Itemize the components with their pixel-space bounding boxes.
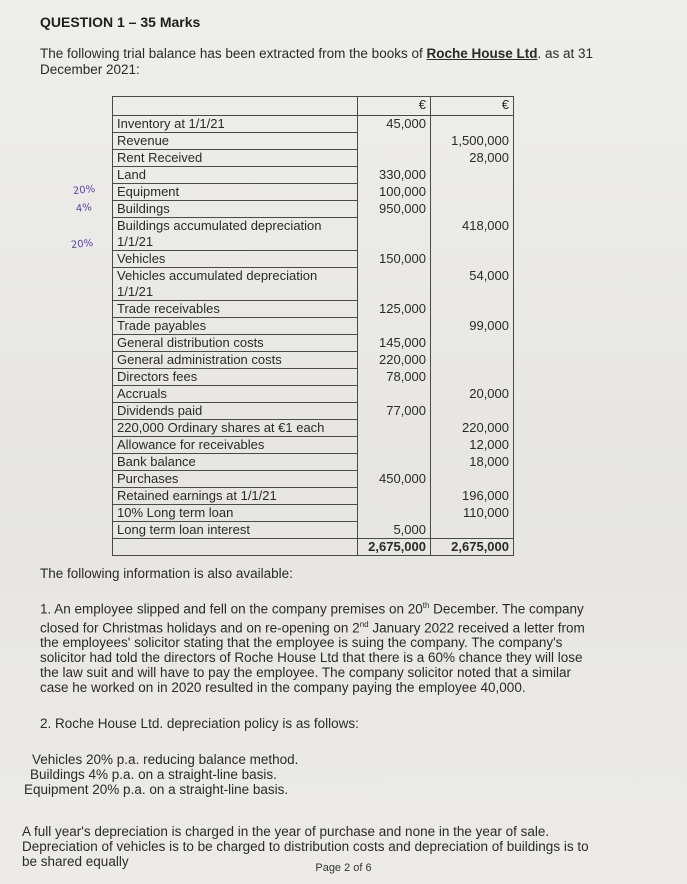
depreciation-vehicles: Vehicles 20% p.a. reducing balance method. xyxy=(32,752,299,767)
point1-text-a: 1. An employee slipped and fell on the company premises on 20 xyxy=(40,601,423,617)
table-row xyxy=(113,150,514,167)
row-credit xyxy=(431,201,514,218)
closing-paragraph: A full year's depreciation is charged in the year of purchase and none in the year of sale. Depreciation of vehicles is to be charged to distribution costs and depreciation of buildings is to be shared equally xyxy=(22,824,589,869)
table-row xyxy=(113,403,514,420)
table-row xyxy=(113,488,514,505)
intro-text-after: . as at 31 December 2021: xyxy=(40,46,594,77)
point1-sup-b: nd xyxy=(359,619,369,629)
header-debit: € xyxy=(358,97,431,116)
row-debit xyxy=(358,133,431,150)
row-credit xyxy=(431,116,514,133)
depreciation-equipment: Equipment 20% p.a. on a straight-line basis. xyxy=(24,782,289,797)
row-credit xyxy=(431,471,514,488)
table-row xyxy=(113,133,514,150)
handwritten-buildings-note: 4% xyxy=(75,202,93,215)
row-label: Buildings accumulated depreciation 1/1/21 xyxy=(113,218,358,251)
row-label: Trade payables xyxy=(113,318,358,335)
trial-balance-table xyxy=(112,96,514,556)
row-label: Long term loan interest xyxy=(113,522,358,539)
row-label: Bank balance xyxy=(113,454,358,471)
row-debit: 450,000 xyxy=(358,471,431,488)
row-debit: 45,000 xyxy=(358,116,431,133)
row-debit: 100,000 xyxy=(358,184,431,201)
row-label: Directors fees xyxy=(113,369,358,386)
row-debit: 78,000 xyxy=(358,369,431,386)
table-row xyxy=(113,471,514,488)
table-row xyxy=(113,420,514,437)
table-row xyxy=(113,505,514,522)
table-row xyxy=(113,116,514,133)
table-row xyxy=(113,201,514,218)
row-credit xyxy=(431,369,514,386)
table-row xyxy=(113,184,514,201)
table-row xyxy=(113,369,514,386)
row-debit xyxy=(358,268,431,301)
total-debit: 2,675,000 xyxy=(358,539,431,556)
point1-text-c: January 2022 received a letter from the employees' solicitor stating that the employee is suing the company. The company's solicitor had told the directors of Roche House Ltd that there is a 60% chance they will lose the law suit and will have to pay the employee. The company solicitor noted that a similar case he worked on in 2020 resulted in the company paying the employee 40,000. xyxy=(40,620,585,695)
row-credit xyxy=(431,301,514,318)
row-label: 10% Long term loan xyxy=(113,505,358,522)
row-label: Allowance for receivables xyxy=(113,437,358,454)
row-label: Vehicles accumulated depreciation 1/1/21 xyxy=(113,268,358,301)
company-name: Roche House Ltd xyxy=(426,46,538,61)
totals-label xyxy=(113,539,358,556)
row-debit xyxy=(358,318,431,335)
row-label: General distribution costs xyxy=(113,335,358,352)
table-row xyxy=(113,335,514,352)
row-credit: 110,000 xyxy=(431,505,514,522)
row-debit: 125,000 xyxy=(358,301,431,318)
table-row xyxy=(113,167,514,184)
row-label: Vehicles xyxy=(113,251,358,268)
row-label: Equipment xyxy=(113,184,358,201)
row-credit xyxy=(431,335,514,352)
trial-balance-body xyxy=(113,116,514,539)
handwritten-equipment-note: 20% xyxy=(72,183,96,198)
row-credit: 1,500,000 xyxy=(431,133,514,150)
row-label: Accruals xyxy=(113,386,358,403)
row-debit xyxy=(358,218,431,251)
depreciation-policy-list xyxy=(24,752,298,797)
row-credit: 18,000 xyxy=(431,454,514,471)
row-credit xyxy=(431,184,514,201)
row-credit: 220,000 xyxy=(431,420,514,437)
row-credit xyxy=(431,352,514,369)
total-credit: 2,675,000 xyxy=(431,539,514,556)
table-row xyxy=(113,522,514,539)
totals-row xyxy=(113,539,514,556)
row-debit: 145,000 xyxy=(358,335,431,352)
row-label: Inventory at 1/1/21 xyxy=(113,116,358,133)
row-label: 220,000 Ordinary shares at €1 each xyxy=(113,420,358,437)
row-credit: 196,000 xyxy=(431,488,514,505)
question-title: QUESTION 1 – 35 Marks xyxy=(40,14,201,30)
handwritten-vehicles-note: 20% xyxy=(70,237,94,252)
point1-text-b: December. The company closed for Christmas holidays and on re-opening on 2 xyxy=(40,601,584,635)
row-debit: 950,000 xyxy=(358,201,431,218)
row-debit xyxy=(358,505,431,522)
row-label: Trade receivables xyxy=(113,301,358,318)
row-credit: 20,000 xyxy=(431,386,514,403)
row-credit xyxy=(431,251,514,268)
row-label: Retained earnings at 1/1/21 xyxy=(113,488,358,505)
info-point-2: 2. Roche House Ltd. depreciation policy is as follows: xyxy=(40,716,359,731)
row-debit xyxy=(358,437,431,454)
header-description xyxy=(113,97,358,116)
table-row xyxy=(113,454,514,471)
row-credit xyxy=(431,167,514,184)
row-debit: 220,000 xyxy=(358,352,431,369)
row-credit: 12,000 xyxy=(431,437,514,454)
table-row xyxy=(113,301,514,318)
table-row xyxy=(113,437,514,454)
header-credit: € xyxy=(431,97,514,116)
table-row xyxy=(113,218,514,251)
row-debit xyxy=(358,488,431,505)
table-row xyxy=(113,318,514,335)
row-credit: 99,000 xyxy=(431,318,514,335)
row-credit: 54,000 xyxy=(431,268,514,301)
row-label: Dividends paid xyxy=(113,403,358,420)
depreciation-buildings: Buildings 4% p.a. on a straight-line basis. xyxy=(30,767,277,782)
intro-text-before: The following trial balance has been extracted from the books of xyxy=(40,46,427,61)
row-debit: 77,000 xyxy=(358,403,431,420)
point1-sup-a: th xyxy=(422,601,430,610)
row-credit xyxy=(431,403,514,420)
row-debit xyxy=(358,420,431,437)
info-heading: The following information is also available: xyxy=(40,566,293,581)
info-point-1 xyxy=(40,598,596,695)
row-credit: 418,000 xyxy=(431,218,514,251)
row-debit xyxy=(358,150,431,167)
row-label: Rent Received xyxy=(113,150,358,167)
table-row xyxy=(113,386,514,403)
row-debit xyxy=(358,386,431,403)
row-debit: 150,000 xyxy=(358,251,431,268)
row-credit: 28,000 xyxy=(431,150,514,167)
row-label: Buildings xyxy=(113,201,358,218)
row-label: Purchases xyxy=(113,471,358,488)
page-footer: Page 2 of 6 xyxy=(315,862,372,874)
row-label: Revenue xyxy=(113,133,358,150)
row-debit: 330,000 xyxy=(358,167,431,184)
row-label: Land xyxy=(113,167,358,184)
row-credit xyxy=(431,522,514,539)
table-row xyxy=(113,268,514,301)
row-debit xyxy=(358,454,431,471)
table-row xyxy=(113,251,514,268)
table-row xyxy=(113,352,514,369)
row-label: General administration costs xyxy=(113,352,358,369)
intro-paragraph xyxy=(40,46,600,78)
row-debit: 5,000 xyxy=(358,522,431,539)
